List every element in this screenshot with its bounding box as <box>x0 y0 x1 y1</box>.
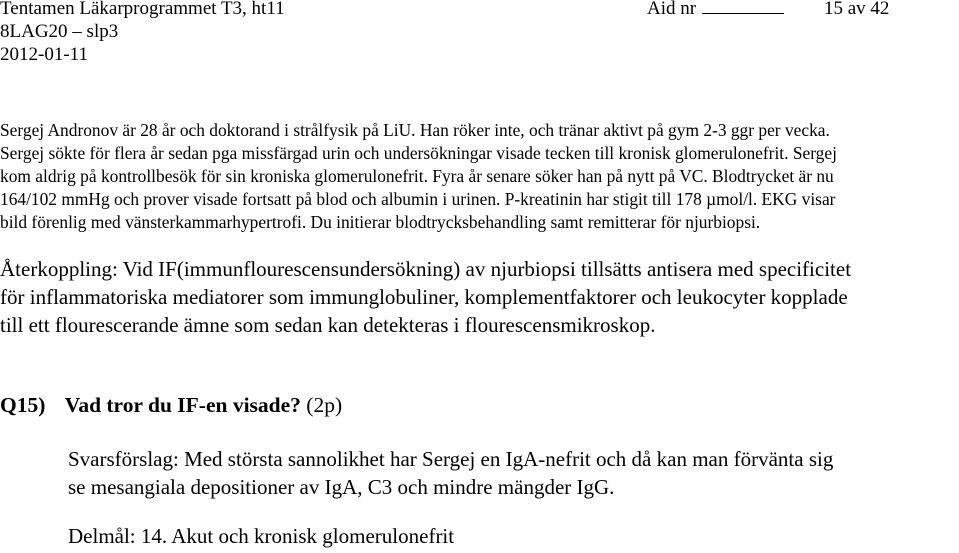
page-number: 15 av 42 <box>824 0 890 19</box>
case-line: kom aldrig på kontrollbesök för sin kroniska glomerulonefrit. Fyra år senare söker han på nytt på VC. Blodtrycket är nu <box>0 166 834 186</box>
case-line: 164/102 mmHg och prover visade fortsatt på blod och albumin i urinen. P-kreatinin har stigit till 178 µmol/l. EKG visar <box>0 189 836 209</box>
aid-label: Aid nr <box>647 0 697 19</box>
case-line: Sergej sökte för flera år sedan pga missfärgad urin och undersökningar visade tecken till kronisk glomerulonefrit. Sergej <box>0 143 837 163</box>
answer-line: se mesangiala depositioner av IgA, C3 och mindre mängder IgG. <box>68 475 615 499</box>
question-points: (2p) <box>306 393 343 417</box>
question-text: Vad tror du IF-en visade? <box>64 393 301 417</box>
exam-date: 2012-01-11 <box>0 44 88 65</box>
aid-field <box>647 0 790 20</box>
course-code: 8LAG20 – slp3 <box>0 21 119 42</box>
aid-number-blank <box>702 0 784 14</box>
question-heading <box>0 393 342 418</box>
case-line: Sergej Andronov är 28 år och doktorand i strålfysik på LiU. Han röker inte, och tränar aktivt på gym 2-3 ggr per vecka. <box>0 120 830 140</box>
feedback-line: Återkoppling: Vid IF(immunflourescensundersökning) av njurbiopsi tillsätts antisera med specificitet <box>0 257 852 281</box>
feedback-line: för inflammatoriska mediatorer som immunglobuliner, komplementfaktorer och leukocyter kopplade <box>0 285 848 309</box>
feedback-line: till ett flourescerande ämne som sedan kan detekteras i flourescensmikroskop. <box>0 313 656 337</box>
case-line: bild förenlig med vänsterkammarhypertrofi. Du initierar blodtrycksbehandling samt remitterar för njurbiopsi. <box>0 212 761 232</box>
delmal-line: Delmål: 14. Akut och kronisk glomerulonefrit <box>68 524 455 548</box>
exam-title: Tentamen Läkarprogrammet T3, ht11 <box>0 0 285 19</box>
answer-line: Svarsförslag: Med största sannolikhet har Sergej en IgA-nefrit och då kan man förvänta sig <box>68 447 834 471</box>
question-number: Q15) <box>0 393 46 417</box>
